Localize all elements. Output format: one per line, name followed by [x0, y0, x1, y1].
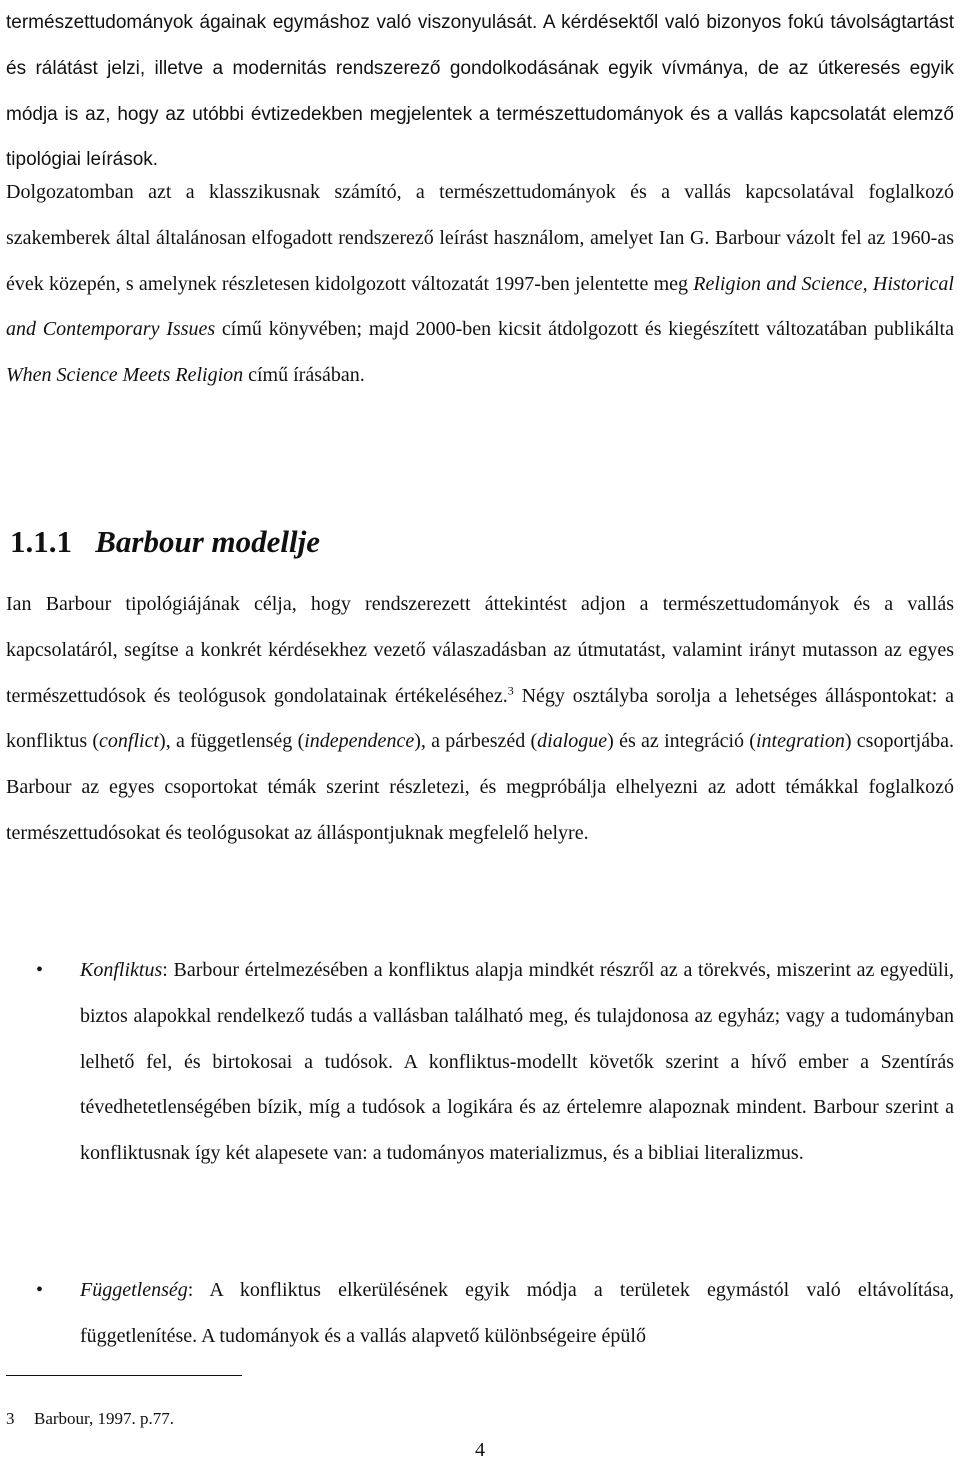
page-number: 4	[475, 1439, 485, 1461]
bullet-marker: •	[36, 1279, 44, 1301]
footnote	[6, 1408, 174, 1430]
term-italic: dialogue	[537, 730, 608, 753]
bullet-term-italic: Függetlenség	[80, 1279, 188, 1301]
footnote-number: 3	[6, 1409, 15, 1428]
bullet-text: : Barbour értelmezésében a konfliktus alapja mindkét részről az a törekvés, miszerint az egyedüli, biztos alapokkal rendelkező tudás a vallásban található meg, és tulajdonosa az egyház; vagy a tudományban lelhető fel, és birtokosai a tudósok. A konfliktus-modellt követők szerint a hívő ember a Szentírás tévedhetetlenségében bízik, míg a tudósok a logikára és az értelemre alapoznak mindent. Barbour szerint a konfliktusnak így két alapesete van: a tudományos materializmus, és a bibliai literalizmus.	[80, 959, 954, 1165]
bullet-term-italic: Konfliktus	[80, 959, 163, 981]
bullet-item-fuggetlenseg	[80, 1268, 954, 1360]
paragraph-text: ) és az integráció (	[607, 730, 756, 753]
bullet-marker: •	[36, 959, 44, 981]
paragraph-text: Négy osztályba sorolja a lehetséges álláspontokat: a konfliktus (	[6, 684, 955, 753]
term-italic: conflict	[99, 730, 160, 753]
paragraph-barbour-source	[6, 170, 954, 399]
paragraph-text: Dolgozatomban azt a klasszikusnak számító, a természettudományok és a vallás kapcsolatával foglalkozó szakemberek által általánosan elfogadott rendszerező leírást használom, amelyet Ian G. Barbour vázolt fel az 1960-as évek közepén, s amelynek részletesen kidolgozott változatát 1997-ben jelentette meg	[6, 181, 954, 295]
paragraph-text: ), a függetlenség (	[159, 730, 305, 753]
footnote-divider	[6, 1375, 242, 1376]
bullet-item-konfliktus	[80, 948, 954, 1177]
paragraph-text: című írásában.	[243, 364, 365, 387]
term-italic: independence	[304, 730, 415, 753]
book-title-italic: Religion and Science, Historical and Contemporary Issues	[6, 272, 954, 341]
footnote-text: Barbour, 1997. p.77.	[34, 1409, 175, 1428]
paragraph-intro-part-b: A kérdésektől való bizonyos fokú távolságtartást és rálátást jelzi, illetve a modernitás rendszerező gondolkodásának egyik vívmánya, de az útkeresés egyik módja is az, hogy az utóbbi évtizedekben megjelentek a természettudományok és a vallás kapcsolatát elemző tipológiai leírások.	[6, 12, 955, 171]
section-number: 1.1.1	[10, 524, 72, 559]
paragraph-intro-part-a: természettudományok ágainak egymáshoz való viszonyulását.	[6, 12, 538, 33]
bullet-text: : A konfliktus elkerülésének egyik módja a területek egymástól való eltávolítása, függetlenítése. A tudományok és a vallás alapvető különbségeire épülő	[80, 1279, 954, 1347]
paragraph-text: Ian Barbour tipológiájának célja, hogy rendszerezett áttekintést adjon a természettudományok és a vallás kapcsolatáról, segítse a konkrét kérdésekhez vezető válaszadásban az útmutatást, valamint irányt mutasson az egyes természettudósok és teológusok gondolatainak értékeléséhez.	[6, 593, 954, 707]
section-heading	[10, 518, 320, 566]
paragraph-text: című könyvében; majd 2000-ben kicsit átdolgozott és kiegészített változatában publikálta	[215, 318, 954, 341]
paragraph-intro	[6, 0, 954, 183]
paragraph-text: ), a párbeszéd (	[414, 730, 538, 753]
book-title-italic: When Science Meets Religion	[6, 364, 244, 387]
paragraph-typology	[6, 582, 954, 857]
paragraph-text: ) csoportjába. Barbour az egyes csoportokat témák szerint részletezi, és megpróbálja elhelyezni az adott témákkal foglalkozó természettudósokat és teológusokat az álláspontjuknak megfelelő helyre.	[6, 730, 954, 844]
section-title: Barbour modellje	[95, 524, 321, 559]
term-italic: integration	[755, 730, 845, 753]
footnote-reference[interactable]: 3	[507, 682, 514, 697]
